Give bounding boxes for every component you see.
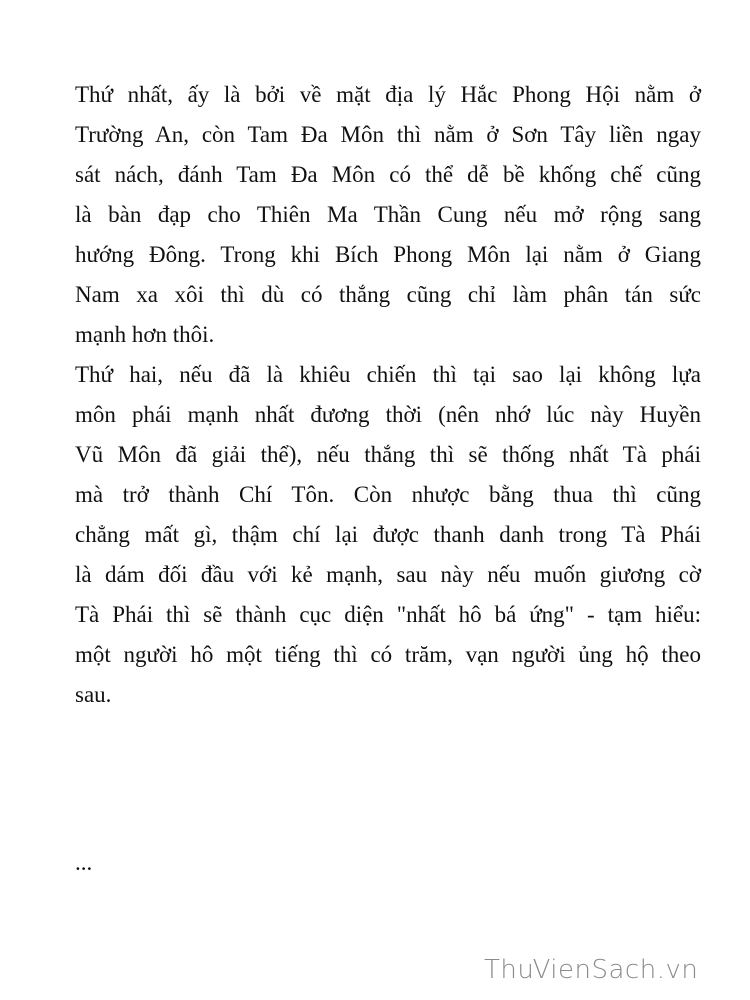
text-line: Thứ hai, nếu đã là khiêu chiến thì tại sao lại không lựa xyxy=(75,362,701,387)
text-line: Thứ nhất, ấy là bởi về mặt địa lý Hắc Phong Hội nằm ở xyxy=(75,82,701,107)
text-line: Trường An, còn Tam Đa Môn thì nằm ở Sơn Tây liền ngay xyxy=(75,122,701,147)
body-text xyxy=(75,75,701,715)
text-line: sát nách, đánh Tam Đa Môn có thể dễ bề khống chế cũng xyxy=(75,162,701,187)
text-line: là bàn đạp cho Thiên Ma Thần Cung nếu mở rộng sang xyxy=(75,202,701,227)
text-line: môn phái mạnh nhất đương thời (nên nhớ lúc này Huyền xyxy=(75,402,701,427)
text-line: hướng Đông. Trong khi Bích Phong Môn lại nằm ở Giang xyxy=(75,242,701,267)
paragraph-2 xyxy=(75,355,701,715)
text-line: Vũ Môn đã giải thể), nếu thắng thì sẽ thống nhất Tà phái xyxy=(75,442,701,467)
text-line: Nam xa xôi thì dù có thắng cũng chỉ làm phân tán sức xyxy=(75,282,701,307)
text-line: Tà Phái thì sẽ thành cục diện "nhất hô bá ứng" - tạm hiểu: xyxy=(75,602,701,627)
text-line: sau. xyxy=(75,682,112,707)
text-line: mạnh hơn thôi. xyxy=(75,322,215,347)
watermark-logo: ThuVienSach.vn xyxy=(484,955,699,985)
text-line: là dám đối đầu với kẻ mạnh, sau này nếu muốn giương cờ xyxy=(75,562,701,587)
paragraph-1 xyxy=(75,75,701,355)
text-line: chẳng mất gì, thậm chí lại được thanh danh trong Tà Phái xyxy=(75,522,701,547)
text-line: mà trở thành Chí Tôn. Còn nhược bằng thua thì cũng xyxy=(75,482,701,507)
text-line: một người hô một tiếng thì có trăm, vạn người ủng hộ theo xyxy=(75,642,701,667)
section-ellipsis: ... xyxy=(75,850,93,875)
